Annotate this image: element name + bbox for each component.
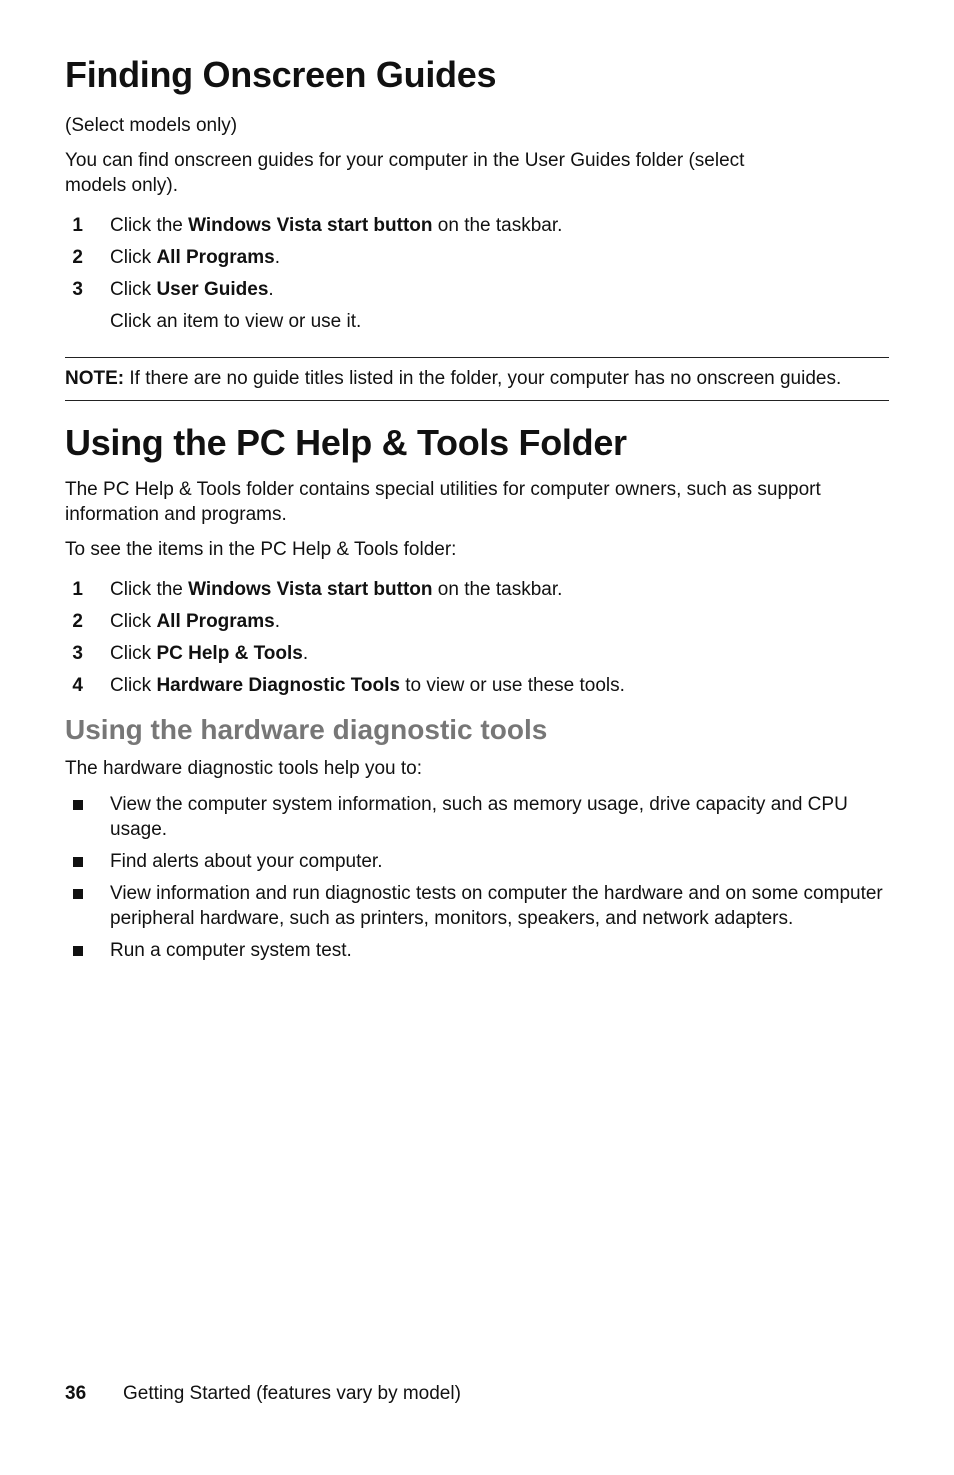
step-bold-text: PC Help & Tools — [156, 643, 303, 664]
step-item — [65, 245, 889, 270]
bullet-square-icon — [73, 800, 83, 810]
step-text-end: on the taskbar. — [432, 579, 563, 600]
page-footer — [65, 1381, 461, 1406]
note-label: NOTE: — [65, 368, 125, 389]
step-number: 3 — [72, 643, 83, 664]
bullet-item — [65, 849, 889, 874]
section2-intro: The PC Help & Tools folder contains special utilities for computer owners, such as support information and programs. — [65, 479, 821, 525]
step-item — [65, 673, 889, 698]
bullet-text: View the computer system information, such as memory usage, drive capacity and CPU usage. — [110, 794, 848, 840]
section1-subtitle: (Select models only) — [65, 115, 238, 136]
step-bold-text: Windows Vista start button — [188, 215, 433, 236]
step-number: 2 — [72, 611, 83, 632]
step-number: 1 — [72, 215, 83, 236]
step-text-end: . — [274, 247, 280, 268]
section1-steps — [65, 213, 889, 302]
bullet-text: View information and run diagnostic tests on computer the hardware and on some computer peripheral hardware, such as printers, monitors, speakers, and network adapters. — [110, 883, 883, 929]
step-bold-text: All Programs — [156, 247, 275, 268]
section2-title: Using the PC Help & Tools Folder — [65, 422, 627, 463]
step-bold-text: Windows Vista start button — [188, 579, 433, 600]
section1-title: Finding Onscreen Guides — [65, 54, 497, 95]
step-text: Click — [110, 279, 157, 300]
step-text-end: on the taskbar. — [432, 215, 563, 236]
step-bold-text: User Guides — [156, 279, 269, 300]
bullet-text: Find alerts about your computer. — [110, 851, 383, 872]
step-text-end: . — [274, 611, 280, 632]
bullet-text: Run a computer system test. — [110, 940, 352, 961]
section3-title: Using the hardware diagnostic tools — [65, 714, 548, 745]
step-number: 1 — [72, 579, 83, 600]
step-item — [65, 277, 889, 302]
step-text-end: to view or use these tools. — [399, 675, 625, 696]
footer-text: Getting Started (features vary by model) — [123, 1383, 461, 1404]
page-number: 36 — [65, 1383, 87, 1404]
bullet-square-icon — [73, 857, 83, 867]
bullet-item — [65, 792, 889, 842]
section2-steps — [65, 577, 889, 698]
step-number: 2 — [72, 247, 83, 268]
step-bold-text: Hardware Diagnostic Tools — [156, 675, 400, 696]
step-item — [65, 213, 889, 238]
step-text: Click — [110, 611, 157, 632]
step-item — [65, 577, 889, 602]
section1-intro: You can find onscreen guides for your computer in the User Guides folder (select models only). — [65, 150, 745, 196]
note-text: If there are no guide titles listed in the folder, your computer has no onscreen guides. — [124, 368, 842, 389]
page-content — [65, 0, 889, 970]
step-item — [65, 641, 889, 666]
step-text-end: . — [268, 279, 274, 300]
bullet-item — [65, 881, 889, 931]
step-item — [65, 609, 889, 634]
note-box — [65, 357, 889, 401]
step-number: 3 — [72, 279, 83, 300]
step-followup: Click an item to view or use it. — [110, 311, 362, 332]
step-text: Click — [110, 643, 157, 664]
step-text: Click — [110, 247, 157, 268]
section3-bullets — [65, 792, 889, 963]
section2-lead: To see the items in the PC Help & Tools folder: — [65, 539, 457, 560]
step-text-end: . — [302, 643, 309, 664]
section3-lead: The hardware diagnostic tools help you to: — [65, 758, 422, 779]
step-text: Click — [110, 675, 157, 696]
bullet-square-icon — [73, 946, 83, 956]
step-text: Click the — [110, 215, 189, 236]
step-number: 4 — [72, 675, 83, 696]
step-text: Click the — [110, 579, 189, 600]
bullet-item — [65, 938, 889, 963]
step-bold-text: All Programs — [156, 611, 275, 632]
bullet-square-icon — [73, 889, 83, 899]
